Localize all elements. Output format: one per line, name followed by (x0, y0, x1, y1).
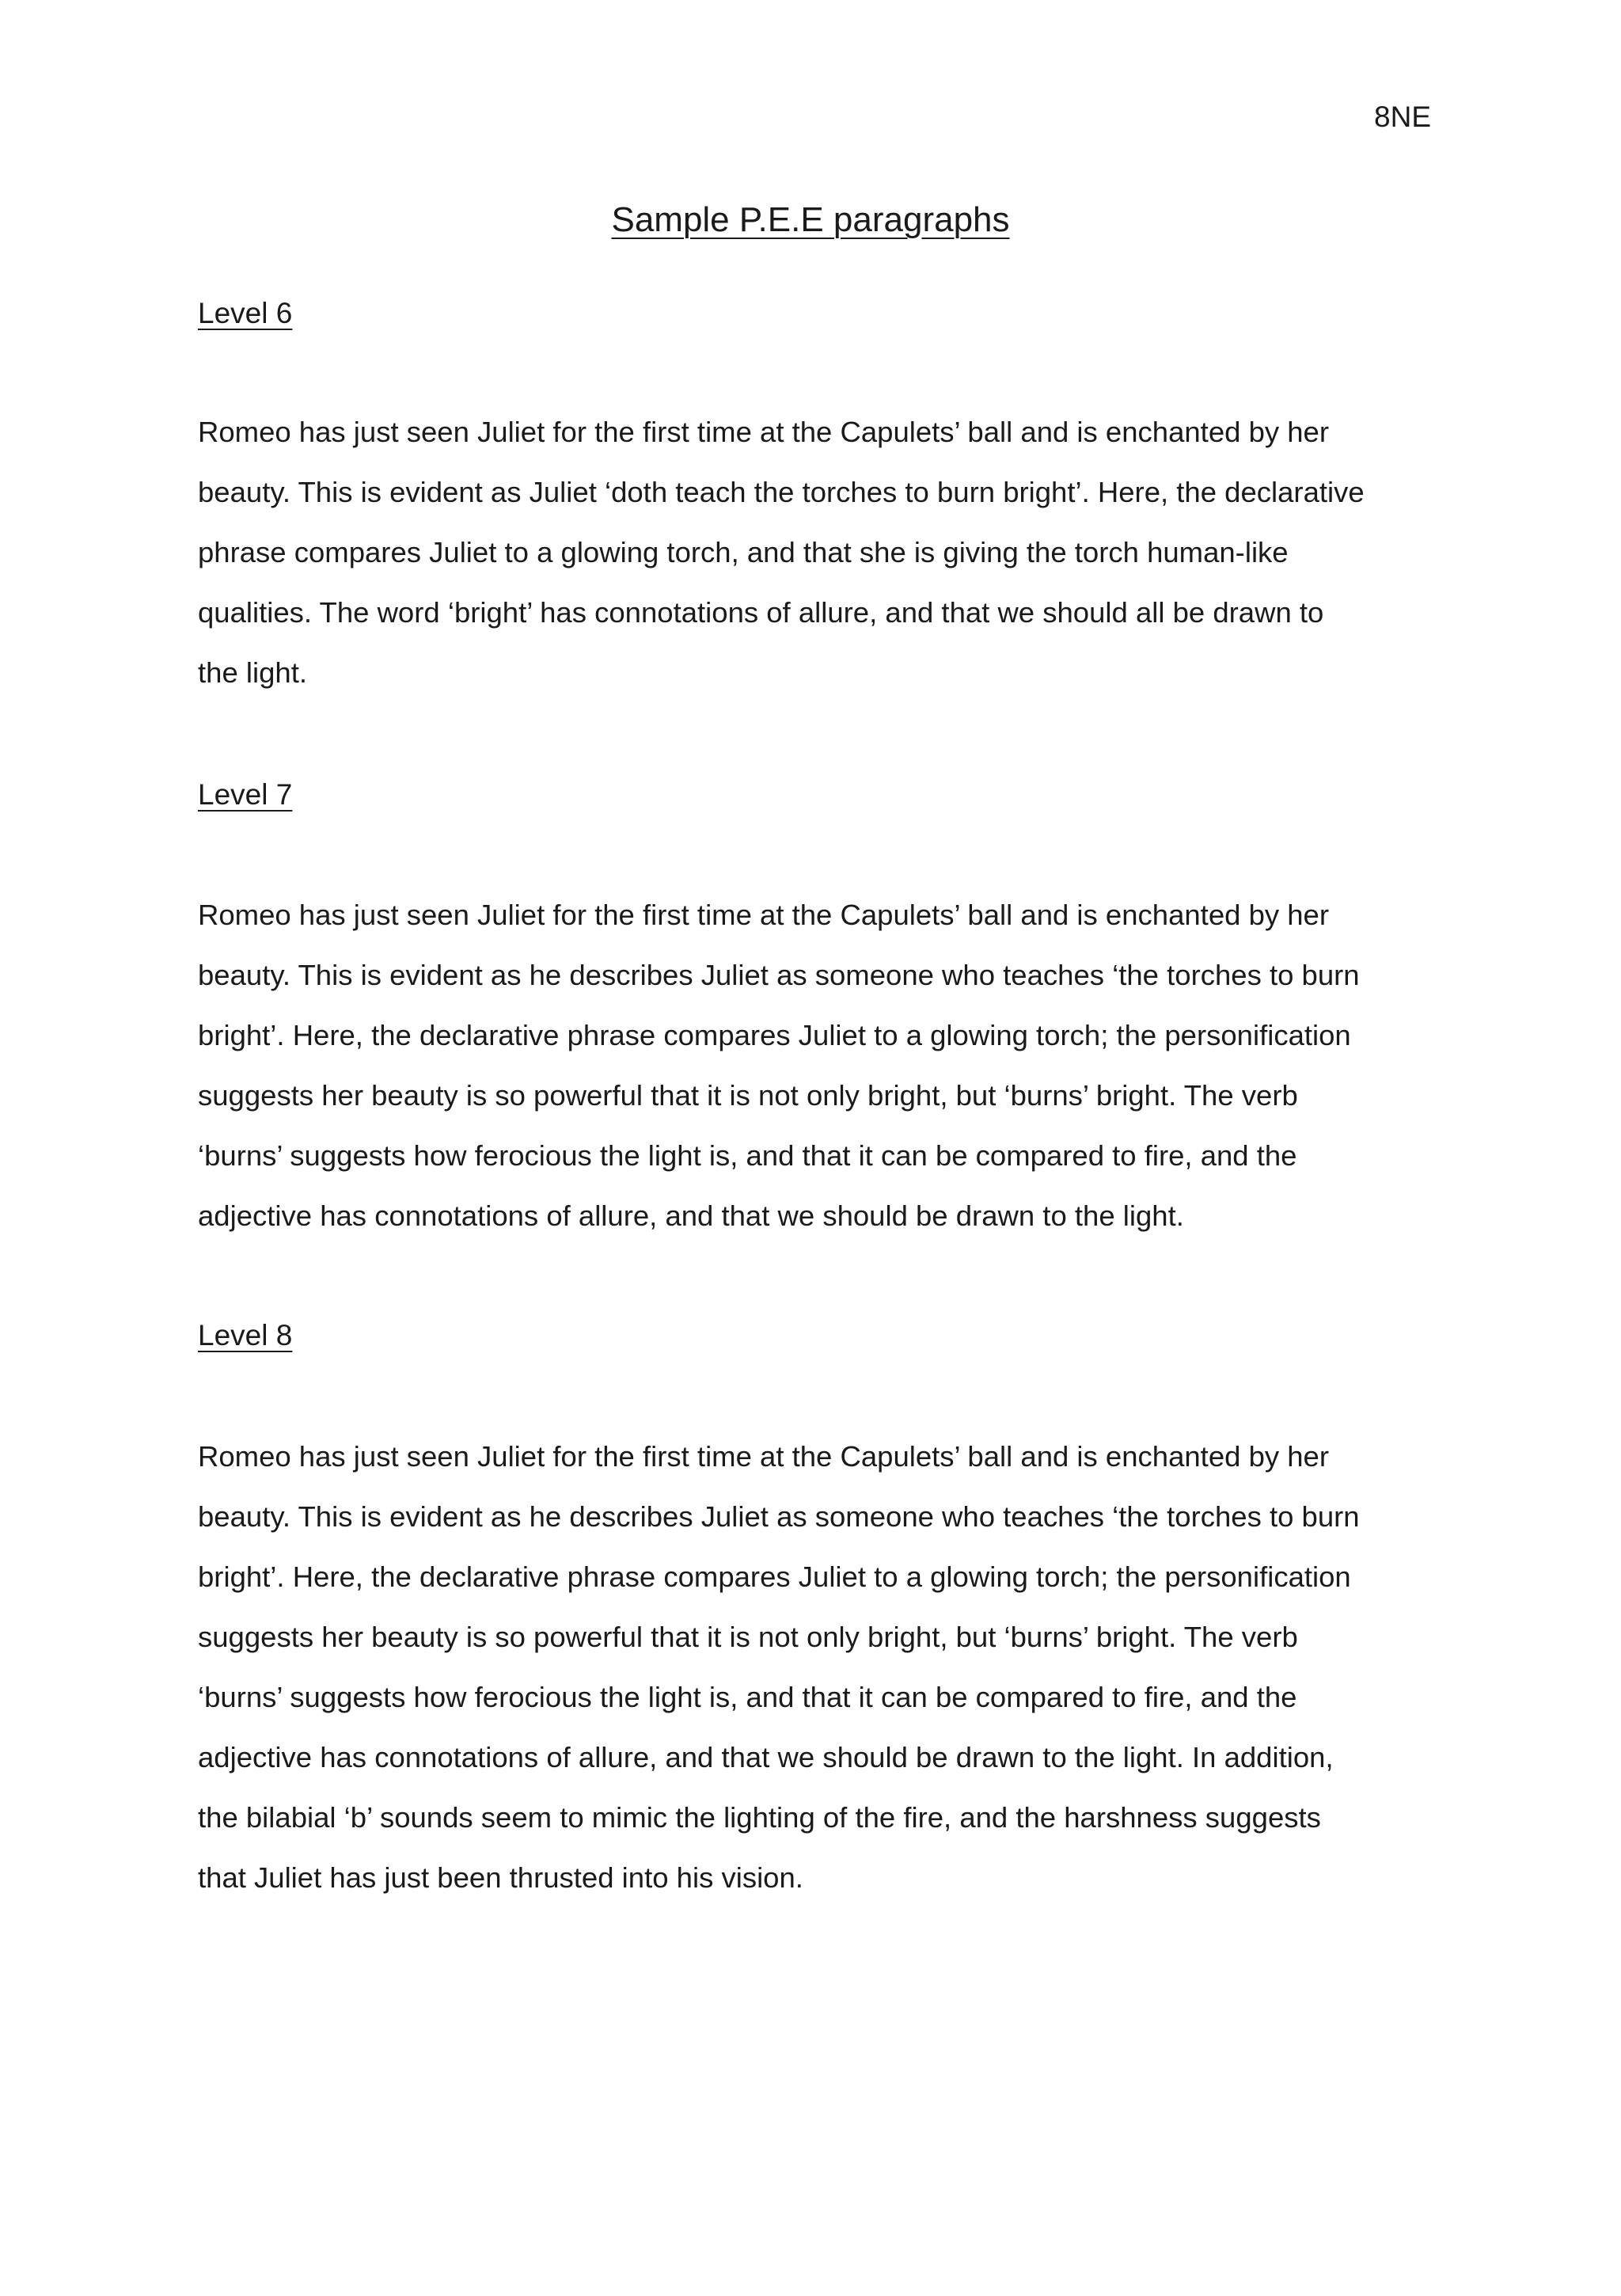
paragraph-line: suggests her beauty is so powerful that it is not only bright, but ‘burns’ bright. The verb (198, 1621, 1298, 1653)
paragraph-level-6 (198, 402, 1433, 703)
paragraph-line: qualities. The word ‘bright’ has connotations of allure, and that we should all be drawn to (198, 596, 1324, 629)
paragraph-line: adjective has connotations of allure, and that we should be drawn to the light. (198, 1199, 1184, 1232)
section-heading-level-6: Level 6 (198, 297, 293, 329)
paragraph-line: suggests her beauty is so powerful that it is not only bright, but ‘burns’ bright. The verb (198, 1079, 1298, 1112)
paragraph-line: the light. (198, 656, 307, 689)
page-title-text: Sample P.E.E paragraphs (611, 200, 1010, 239)
paragraph-line: phrase compares Juliet to a glowing torch, and that she is giving the torch human-like (198, 536, 1289, 568)
paragraph-line: that Juliet has just been thrusted into his vision. (198, 1861, 803, 1894)
paragraph-line: adjective has connotations of allure, and that we should be drawn to the light. In addition, (198, 1741, 1334, 1773)
section-heading-level-8: Level 8 (198, 1319, 293, 1351)
paragraph-line: bright’. Here, the declarative phrase compares Juliet to a glowing torch; the personification (198, 1019, 1351, 1051)
paragraph-line: ‘burns’ suggests how ferocious the light is, and that it can be compared to fire, and the (198, 1139, 1297, 1172)
page-title (0, 200, 1621, 241)
paragraph-line: ‘burns’ suggests how ferocious the light is, and that it can be compared to fire, and the (198, 1681, 1297, 1713)
paragraph-line: the bilabial ‘b’ sounds seem to mimic the lighting of the fire, and the harshness suggests (198, 1801, 1321, 1834)
paragraph-line: bright’. Here, the declarative phrase compares Juliet to a glowing torch; the personification (198, 1560, 1351, 1593)
paragraph-line: Romeo has just seen Juliet for the first time at the Capulets’ ball and is enchanted by her (198, 899, 1330, 931)
class-code: 8NE (1374, 101, 1431, 133)
paragraph-level-8 (198, 1427, 1433, 1908)
paragraph-line: Romeo has just seen Juliet for the first time at the Capulets’ ball and is enchanted by her (198, 416, 1330, 448)
paragraph-line: Romeo has just seen Juliet for the first time at the Capulets’ ball and is enchanted by her (198, 1440, 1330, 1473)
section-heading-level-7: Level 7 (198, 778, 293, 811)
paragraph-line: beauty. This is evident as he describes Juliet as someone who teaches ‘the torches to burn (198, 959, 1360, 991)
paragraph-line: beauty. This is evident as Juliet ‘doth teach the torches to burn bright’. Here, the declarative (198, 476, 1365, 508)
paragraph-level-7 (198, 885, 1433, 1246)
paragraph-line: beauty. This is evident as he describes Juliet as someone who teaches ‘the torches to burn (198, 1500, 1360, 1533)
